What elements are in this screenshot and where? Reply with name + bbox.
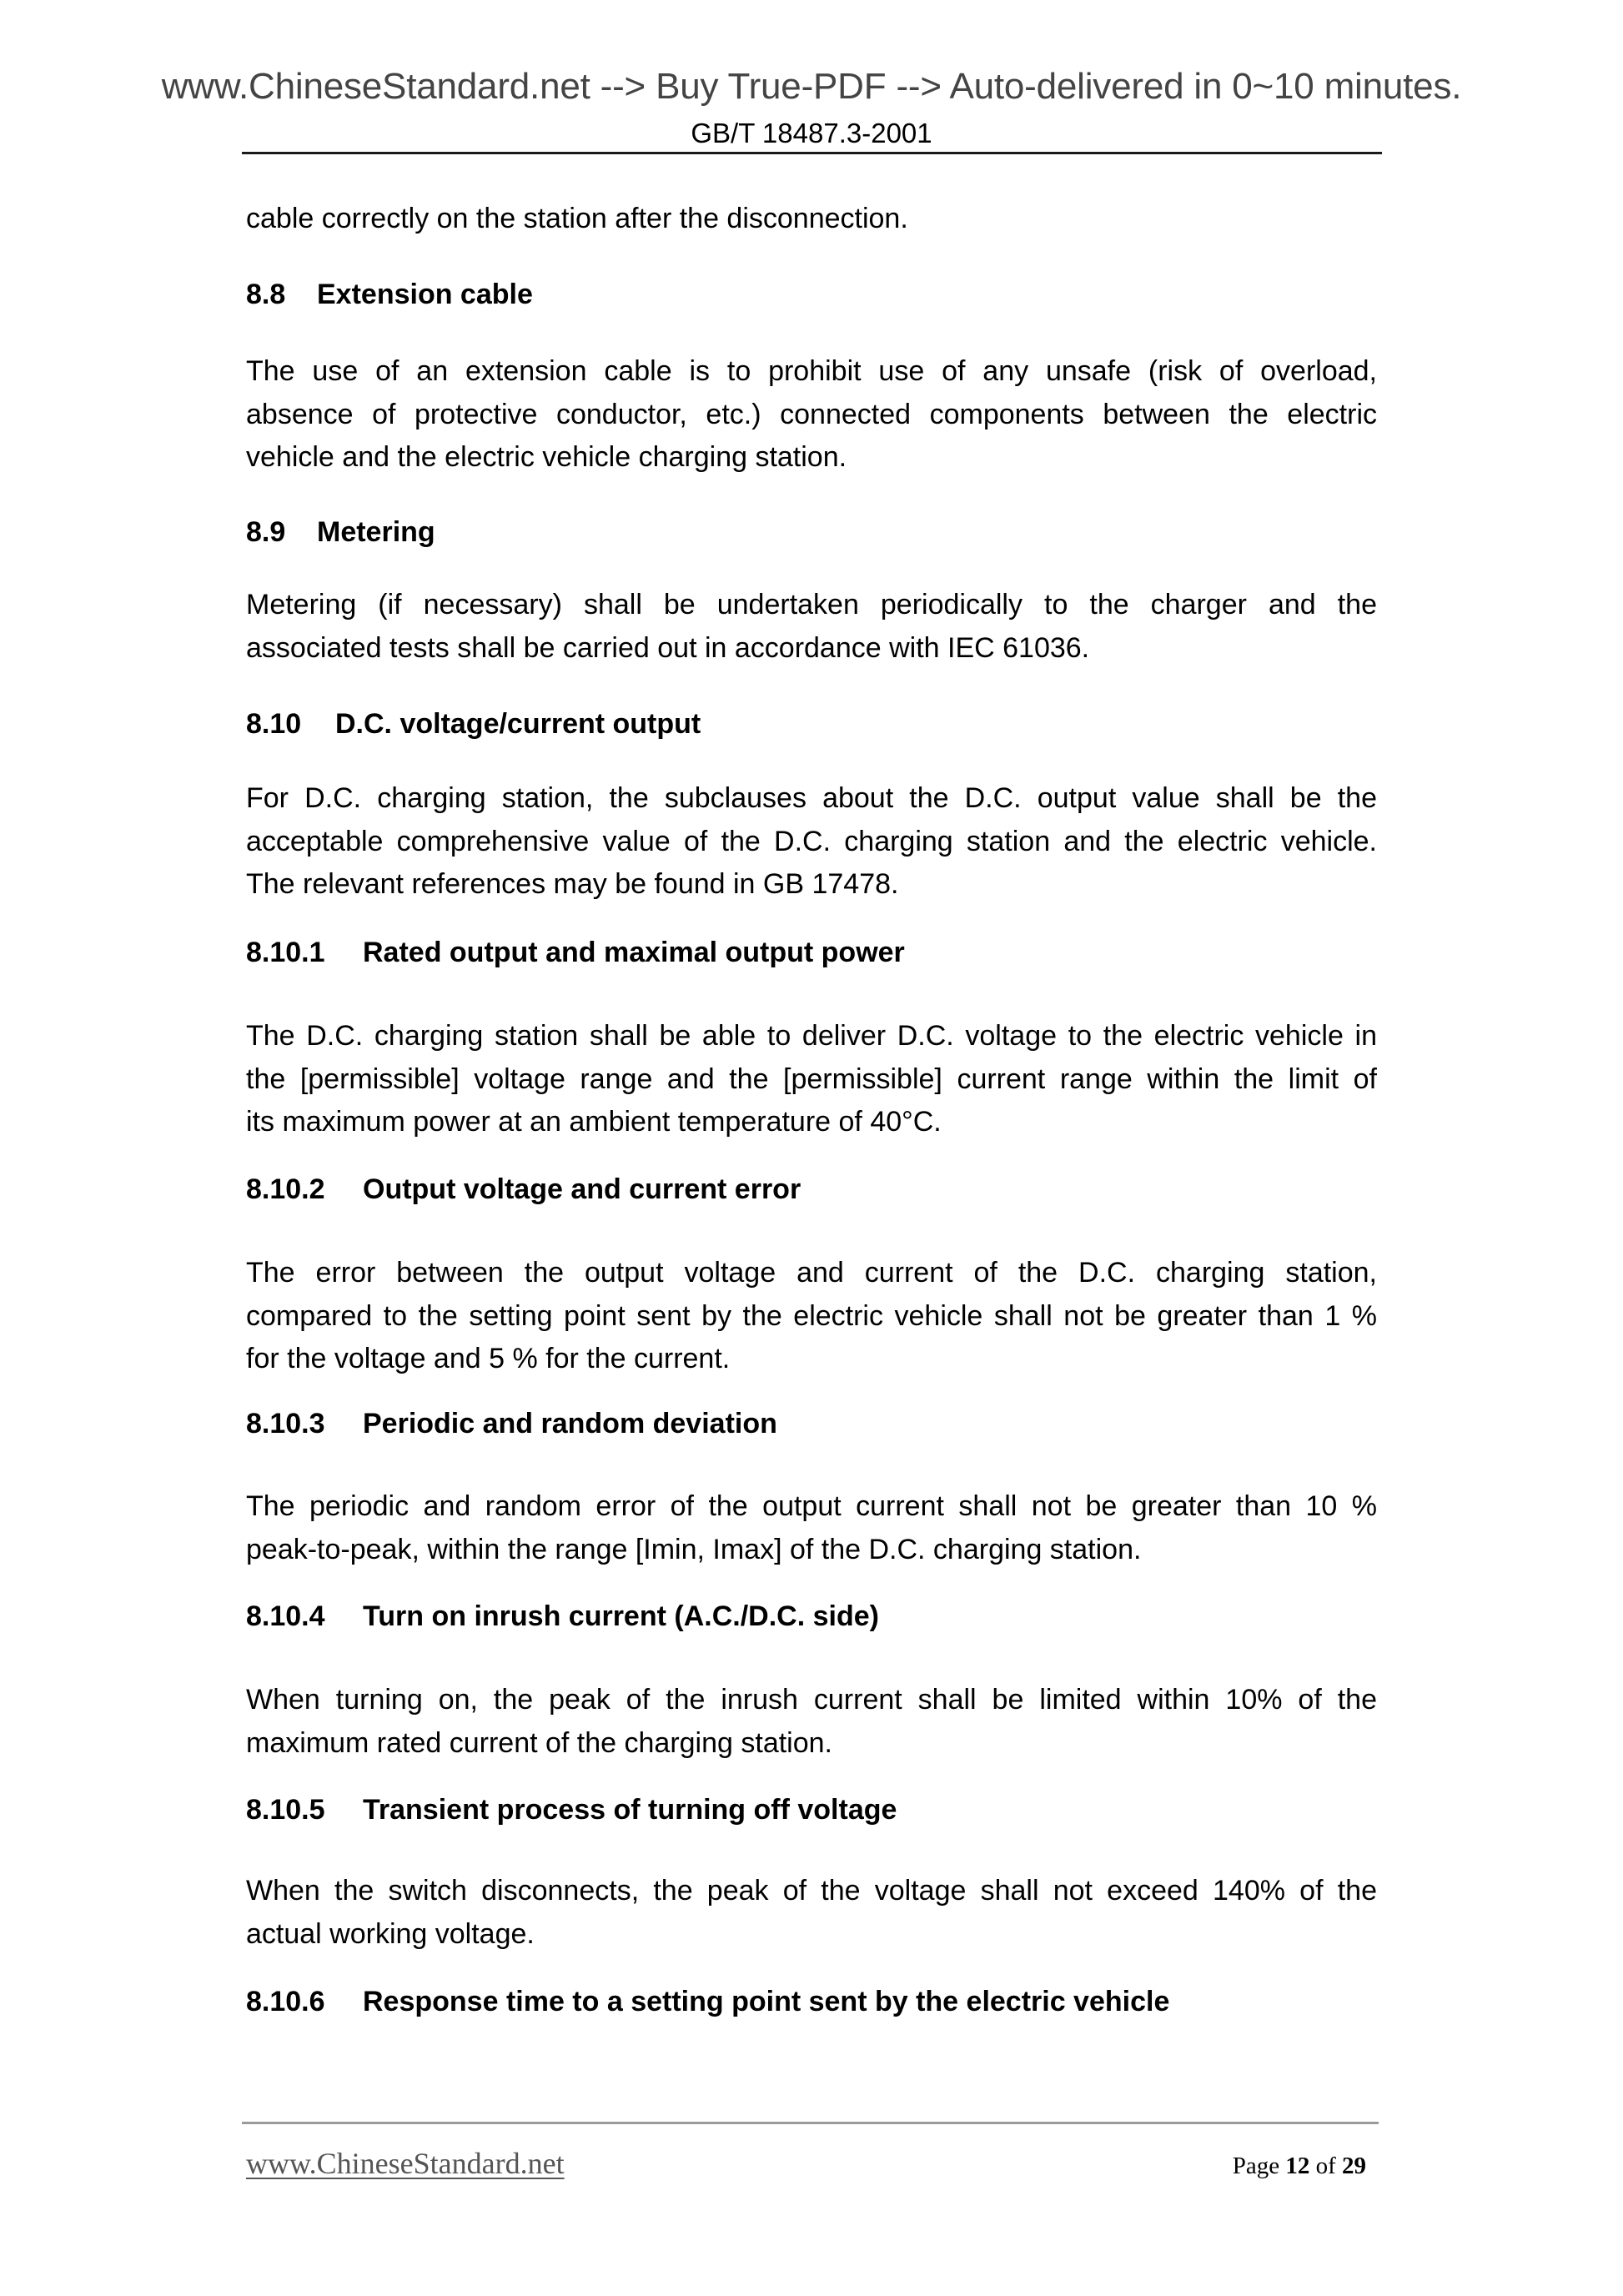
paragraph-line: for the voltage and 5 % for the current. bbox=[246, 1343, 731, 1374]
paragraph-line: actual working voltage. bbox=[246, 1917, 535, 1950]
section-number: 8.10.2 bbox=[246, 1173, 325, 1205]
paragraph-line: The use of an extension cable is to prohibit use of any unsafe (risk of overload, bbox=[246, 355, 1377, 387]
section-heading-8-10-3 bbox=[246, 1407, 777, 1440]
section-number: 8.10 bbox=[246, 708, 302, 740]
section-title: Response time to a setting point sent by the electric vehicle bbox=[363, 1986, 1170, 2017]
footer-divider bbox=[242, 2122, 1379, 2124]
section-heading-8-10-6 bbox=[246, 1985, 1170, 2018]
page-of-label: of bbox=[1315, 2153, 1336, 2179]
paragraph-line: For D.C. charging station, the subclauses about the D.C. output value shall be the bbox=[246, 782, 1377, 814]
section-title: Periodic and random deviation bbox=[363, 1408, 777, 1439]
section-title: D.C. voltage/current output bbox=[335, 708, 701, 740]
paragraph-line: cable correctly on the station after the disconnection. bbox=[246, 203, 908, 234]
section-number: 8.10.4 bbox=[246, 1600, 325, 1632]
section-heading-8-10 bbox=[246, 707, 701, 741]
section-number: 8.9 bbox=[246, 516, 286, 548]
section-heading-8-10-5 bbox=[246, 1793, 897, 1826]
paragraph-line: When the switch disconnects, the peak of the voltage shall not exceed 140% of the bbox=[246, 1875, 1377, 1907]
section-title: Metering bbox=[317, 516, 435, 548]
section-number: 8.10.3 bbox=[246, 1408, 325, 1439]
section-paragraph-8-10 bbox=[246, 777, 1377, 907]
section-title: Turn on inrush current (A.C./D.C. side) bbox=[363, 1600, 879, 1632]
continuation-paragraph bbox=[246, 198, 1377, 241]
paragraph-line: vehicle and the electric vehicle charging station. bbox=[246, 441, 847, 473]
section-number: 8.10.6 bbox=[246, 1986, 325, 2017]
paragraph-line: The error between the output voltage and current of the D.C. charging station, bbox=[246, 1257, 1377, 1289]
paragraph-line: peak-to-peak, within the range [Imin, Imax] of the D.C. charging station. bbox=[246, 1533, 1142, 1565]
section-number: 8.10.5 bbox=[246, 1794, 325, 1826]
page-label: Page bbox=[1232, 2153, 1280, 2179]
section-title: Rated output and maximal output power bbox=[363, 937, 905, 968]
paragraph-line: acceptable comprehensive value of the D.C. charging station and the electric vehicle. bbox=[246, 825, 1377, 857]
paragraph-line: compared to the setting point sent by the electric vehicle shall not be greater than 1 % bbox=[246, 1299, 1377, 1332]
section-paragraph-8-8 bbox=[246, 350, 1377, 480]
footer-website-link[interactable]: www.ChineseStandard.net bbox=[246, 2147, 565, 2180]
section-title: Transient process of turning off voltage bbox=[363, 1794, 897, 1826]
section-title: Output voltage and current error bbox=[363, 1173, 801, 1205]
section-heading-8-9 bbox=[246, 515, 435, 549]
paragraph-line: its maximum power at an ambient temperature of 40°C. bbox=[246, 1106, 942, 1138]
paragraph-line: the [permissible] voltage range and the [permissible] current range within the limit of bbox=[246, 1063, 1377, 1095]
paragraph-line: Metering (if necessary) shall be undertaken periodically to the charger and the bbox=[246, 589, 1377, 620]
page-indicator bbox=[1233, 2152, 1366, 2180]
header-banner: www.ChineseStandard.net --> Buy True-PDF --> Auto-delivered in 0~10 minutes. bbox=[161, 66, 1462, 107]
paragraph-line: associated tests shall be carried out in accordance with IEC 61036. bbox=[246, 631, 1090, 664]
section-paragraph-8-9 bbox=[246, 584, 1377, 670]
section-paragraph-8-10-1 bbox=[246, 1015, 1377, 1144]
section-heading-8-10-4 bbox=[246, 1600, 879, 1633]
paragraph-line: The relevant references may be found in GB 17478. bbox=[246, 868, 899, 900]
total-pages-number: 29 bbox=[1342, 2153, 1366, 2179]
paragraph-line: maximum rated current of the charging station. bbox=[246, 1726, 832, 1759]
paragraph-line: absence of protective conductor, etc.) connected components between the electric bbox=[246, 398, 1377, 430]
section-paragraph-8-10-3 bbox=[246, 1485, 1377, 1571]
paragraph-line: When turning on, the peak of the inrush current shall be limited within 10% of the bbox=[246, 1684, 1377, 1716]
current-page-number: 12 bbox=[1285, 2153, 1310, 2179]
section-paragraph-8-10-5 bbox=[246, 1870, 1377, 1956]
section-number: 8.10.1 bbox=[246, 937, 325, 968]
section-title: Extension cable bbox=[317, 279, 533, 310]
section-heading-8-8 bbox=[246, 278, 533, 311]
section-heading-8-10-2 bbox=[246, 1173, 801, 1206]
section-heading-8-10-1 bbox=[246, 936, 905, 969]
section-number: 8.8 bbox=[246, 279, 286, 310]
paragraph-line: The D.C. charging station shall be able to deliver D.C. voltage to the electric vehicle in bbox=[246, 1020, 1377, 1052]
header-divider bbox=[242, 152, 1382, 154]
section-paragraph-8-10-2 bbox=[246, 1252, 1377, 1381]
document-id: GB/T 18487.3-2001 bbox=[691, 118, 932, 148]
section-paragraph-8-10-4 bbox=[246, 1679, 1377, 1765]
paragraph-line: The periodic and random error of the output current shall not be greater than 10 % bbox=[246, 1490, 1377, 1522]
